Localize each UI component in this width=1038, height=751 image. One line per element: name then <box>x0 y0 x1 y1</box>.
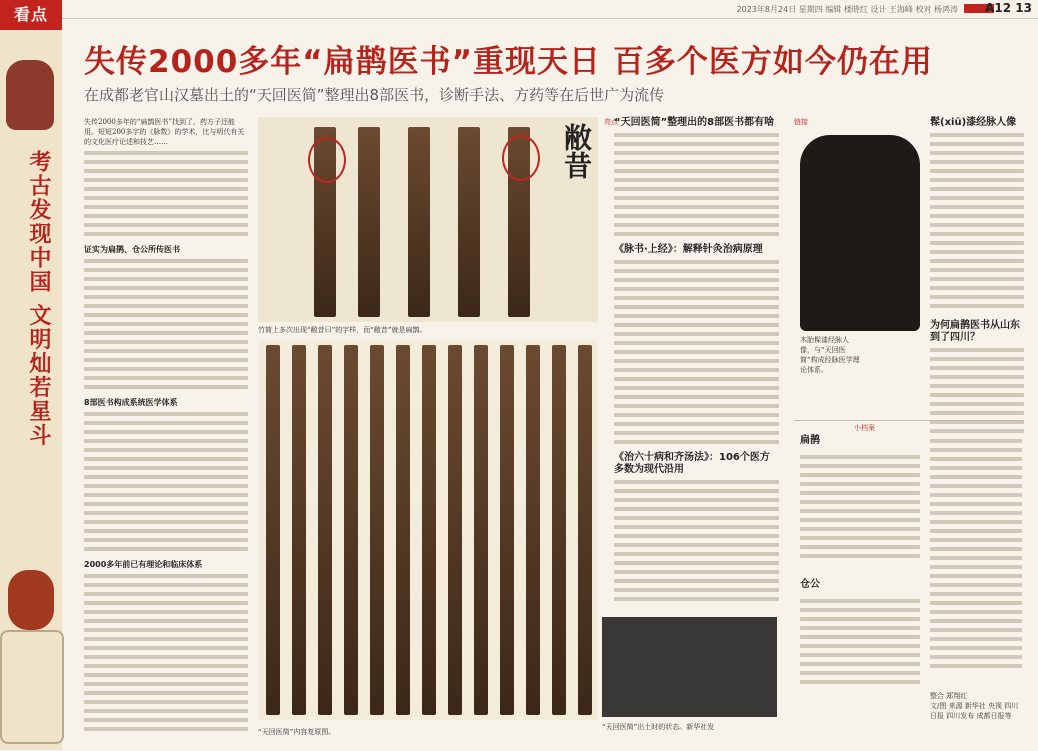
archive-box <box>794 420 1024 751</box>
lacquer-figure-photo <box>800 135 920 331</box>
excavation-caption: “天回医简”出土时的状态。新华社发 <box>602 723 715 731</box>
page-number: A12 13 <box>985 1 1032 15</box>
section-tag: 看点 <box>0 0 62 30</box>
why-heading: 为何扁鹊医书从山东到了四川？ <box>930 320 1020 343</box>
figure-heading: 髹(xiū)漆经脉人像 <box>930 117 1017 128</box>
box-heading-1: 扁鹊 <box>800 435 820 446</box>
pottery-illustration-2 <box>8 570 54 630</box>
label-kandian: 亮点 <box>604 118 618 126</box>
restored-slips-photo <box>258 340 598 720</box>
colb-heading-3: 《治六十病和齐汤法》：106个医方多数为现代沿用 <box>614 452 770 475</box>
lead-paragraph: 失传2000多年的“扁鹊医书”找到了，药方子还能用。短短200多字的《脉数》的学术，比与明代有关的文化医疗论述和技艺…… <box>84 118 245 146</box>
sidebar-vertical-title: 考古发现中国 文明灿若星斗 <box>26 150 52 448</box>
section-heading-1: 证实为扁鹊、仓公所传医书 <box>84 245 180 254</box>
section-heading-2: 8部医书构成系统医学体系 <box>84 398 178 407</box>
subhead: 在成都老官山汉墓出土的“天回医简”整理出8部医书，诊断手法、方药等在后世广为流传 <box>84 86 665 104</box>
bian-xi-characters: 敝昔 <box>560 123 593 179</box>
photo-top-caption: 竹简上多次出现“敝昔曰”的字样，而“敝昔”就是扁鹊。 <box>258 326 427 334</box>
headline: 失传2000多年“扁鹊医书”重现天日 百多个医方如今仍在用 <box>84 44 933 80</box>
section-heading-3: 2000多年前已有理论和临床体系 <box>84 560 203 569</box>
colb-heading-2: 《脉书·上经》：解释针灸治病原理 <box>614 244 763 255</box>
pottery-illustration <box>6 60 54 130</box>
box-heading-2: 仓公 <box>800 579 820 590</box>
excavation-photo <box>602 617 777 717</box>
issue-info: 2023年8月24日 星期四 编辑 楼晓红 设计 王海峰 校对 杨鸿涛 <box>736 5 958 14</box>
box-title: 小档案 <box>854 424 875 432</box>
column-a <box>84 117 248 736</box>
slips-caption: “天回医简”内容复原图。 <box>258 728 336 736</box>
page-header-bar <box>62 0 1038 19</box>
fossil-illustration <box>0 630 64 744</box>
column-b <box>614 117 779 606</box>
column-c-right <box>930 117 1024 313</box>
label-lianjie: 链接 <box>794 118 808 126</box>
colb-heading-1: “天回医简”整理出的8部医书都有啥 <box>614 117 775 128</box>
credits: 整合 郑翔红 文/图 来源 新华社 央视 四川日报 四川发布 成都日报等 <box>930 692 1019 720</box>
figure-caption: 木胎髹漆经脉人像，与“天回医简”构成经脉医学理论体系。 <box>800 336 860 374</box>
bamboo-slips-photo <box>258 117 598 322</box>
